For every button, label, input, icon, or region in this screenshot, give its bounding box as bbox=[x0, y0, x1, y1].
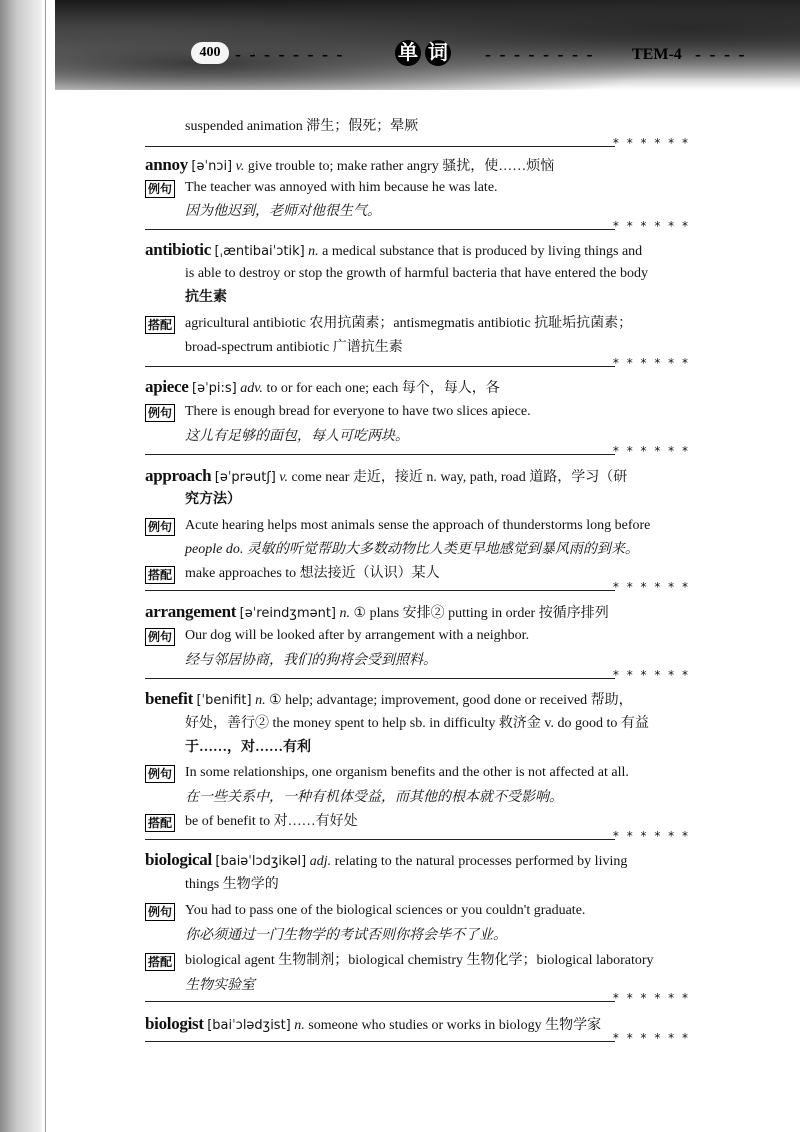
example-zh: 你必须通过一门生物学的考试否则你将会毕不了业。 bbox=[185, 928, 507, 943]
headword: approach bbox=[145, 466, 212, 485]
definition-cont: 于……，对……有利 bbox=[185, 740, 311, 755]
definition-zh: 抗生素 bbox=[185, 290, 227, 305]
definition-cont: things 生物学的 bbox=[185, 877, 279, 892]
example-zh: 这儿有足够的面包，每人可吃两块。 bbox=[185, 429, 409, 444]
part-of-speech: adj. bbox=[309, 854, 332, 869]
example-en: Acute hearing helps most animals sense the approach of thunderstorms long before bbox=[185, 518, 651, 533]
entry-separator: * * * * * * bbox=[145, 356, 690, 376]
headword: annoy bbox=[145, 155, 188, 174]
part-of-speech: n. bbox=[308, 244, 319, 259]
collocation-line: broad-spectrum antibiotic 广谱抗生素 bbox=[185, 340, 403, 355]
exam-label: TEM-4 bbox=[632, 46, 682, 63]
definition: to or for each one; each 每个，每人，各 bbox=[266, 381, 500, 396]
header-title-char-2: 词 bbox=[425, 40, 451, 66]
header-dashes-right: - - - - bbox=[695, 44, 747, 64]
example-tag: 例句 bbox=[145, 518, 175, 536]
entry-approach bbox=[145, 466, 627, 488]
example-zh: 因为他迟到，老师对他很生气。 bbox=[185, 204, 381, 219]
page-number: 400 bbox=[191, 42, 229, 64]
entry-separator: * * * * * * bbox=[145, 668, 690, 688]
part-of-speech: v. bbox=[235, 159, 245, 174]
example-zh: people do. 灵敏的听觉帮助大多数动物比人类更早地感觉到暴风雨的到来。 bbox=[185, 542, 639, 557]
definition: ① plans 安排② putting in order 按循序排列 bbox=[353, 606, 609, 621]
part-of-speech: n. bbox=[294, 1018, 305, 1033]
definition: relating to the natural processes performed by living bbox=[334, 854, 628, 869]
collocation-line: agricultural antibiotic 农用抗菌素；antismegmatis antibiotic 抗耻垢抗菌素； bbox=[185, 316, 633, 331]
entry-apiece bbox=[145, 377, 500, 399]
headword: biologist bbox=[145, 1014, 204, 1033]
entry-separator: * * * * * * bbox=[145, 444, 690, 464]
collocation-tag: 搭配 bbox=[145, 953, 175, 971]
headword: arrangement bbox=[145, 602, 237, 621]
phonetic: [əˈpi:s] bbox=[192, 381, 237, 396]
collocation-tag: 搭配 bbox=[145, 566, 175, 584]
phonetic: [baiəˈlɔdʒikəl] bbox=[215, 854, 307, 869]
headword: antibiotic bbox=[145, 240, 211, 259]
header-dashes-mid: - - - - - - - - bbox=[485, 44, 595, 64]
entry-benefit bbox=[145, 689, 633, 711]
phonetic: [əˈnɔi] bbox=[191, 159, 233, 174]
example-tag: 例句 bbox=[145, 628, 175, 646]
definition-cont: 好处，善行② the money spent to help sb. in difficulty 救济金 v. do good to 有益 bbox=[185, 716, 649, 731]
entry-separator: * * * * * * bbox=[145, 829, 690, 849]
example-tag: 例句 bbox=[145, 765, 175, 783]
phonetic: [ˌæntibaiˈɔtik] bbox=[214, 244, 305, 259]
headword: benefit bbox=[145, 689, 193, 708]
definition: come near 走近，接近 n. way, path, road 道路，学习（研 bbox=[291, 470, 628, 485]
definition-cont: 究方法） bbox=[185, 492, 241, 507]
collocation-line: 生物实验室 bbox=[185, 978, 255, 993]
part-of-speech: n. bbox=[255, 693, 266, 708]
entry-separator: * * * * * * bbox=[145, 991, 690, 1011]
entry-annoy bbox=[145, 155, 554, 177]
part-of-speech: v. bbox=[279, 470, 288, 485]
phonetic: [ˈbenifit] bbox=[196, 693, 252, 708]
header-title bbox=[395, 40, 451, 66]
example-zh: 在一些关系中，一种有机体受益，而其他的根本就不受影响。 bbox=[185, 790, 563, 805]
example-zh: 经与邻居协商，我们的狗将会受到照料。 bbox=[185, 653, 437, 668]
entry-separator: * * * * * * bbox=[145, 1031, 690, 1051]
entry-separator: * * * * * * bbox=[145, 219, 690, 239]
definition-cont: is able to destroy or stop the growth of harmful bacteria that have entered the body bbox=[185, 266, 649, 281]
entry-antibiotic bbox=[145, 240, 642, 262]
phonetic: [əˈprəutʃ] bbox=[214, 470, 276, 485]
phonetic: [əˈreindʒmənt] bbox=[239, 606, 337, 621]
collocation-tag: 搭配 bbox=[145, 316, 175, 334]
definition: give trouble to; make rather angry 骚扰，使……烦恼 bbox=[247, 159, 555, 174]
example-en: In some relationships, one organism benefits and the other is not affected at all. bbox=[185, 765, 629, 780]
book-spine-shadow bbox=[0, 0, 42, 1132]
example-en: Our dog will be looked after by arrangement with a neighbor. bbox=[185, 628, 530, 643]
example-en: The teacher was annoyed with him because he was late. bbox=[185, 180, 498, 195]
continuation-line: suspended animation 滞生；假死；晕厥 bbox=[185, 119, 419, 134]
collocation-line: biological agent 生物制剂；biological chemistry 生物化学；biological laboratory bbox=[185, 953, 654, 968]
example-tag: 例句 bbox=[145, 903, 175, 921]
collocation-line: be of benefit to 对……有好处 bbox=[185, 814, 358, 829]
entry-arrangement bbox=[145, 602, 609, 624]
definition: a medical substance that is produced by living things and bbox=[322, 244, 643, 259]
headword: apiece bbox=[145, 377, 189, 396]
header-dashes-left: - - - - - - - - bbox=[235, 44, 345, 64]
part-of-speech: adv. bbox=[240, 381, 263, 396]
collocation-line: make approaches to 想法接近（认识）某人 bbox=[185, 566, 440, 581]
headword: biological bbox=[145, 850, 212, 869]
phonetic: [baiˈɔlədʒist] bbox=[207, 1018, 291, 1033]
gutter-line bbox=[45, 0, 46, 1132]
example-en: There is enough bread for everyone to have two slices apiece. bbox=[185, 404, 531, 419]
entry-biological bbox=[145, 850, 627, 872]
definition: ① help; advantage; improvement, good done or received 帮助， bbox=[269, 693, 633, 708]
header-title-char-1: 单 bbox=[395, 40, 421, 66]
entry-separator: * * * * * * bbox=[145, 136, 690, 156]
entry-separator: * * * * * * bbox=[145, 580, 690, 600]
page-header-banner bbox=[55, 0, 800, 90]
part-of-speech: n. bbox=[339, 606, 351, 621]
collocation-tag: 搭配 bbox=[145, 814, 175, 832]
example-tag: 例句 bbox=[145, 404, 175, 422]
example-tag: 例句 bbox=[145, 180, 175, 198]
example-en: You had to pass one of the biological sciences or you couldn't graduate. bbox=[185, 903, 586, 918]
definition: someone who studies or works in biology 生物学家 bbox=[308, 1018, 602, 1033]
